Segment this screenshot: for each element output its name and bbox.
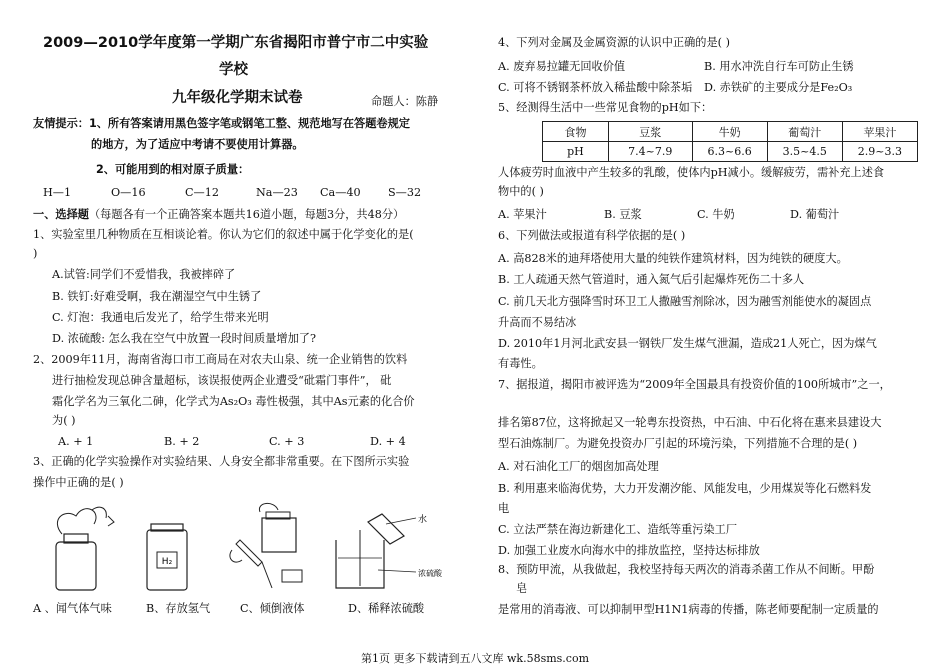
ph-table-header-cell: 豆浆 [608,122,692,142]
q4-stem: 4、下列对金属及金属资源的认识中正确的是( ) [498,36,730,49]
fig-smell-gas [42,500,122,595]
q7-option-b: B. 利用惠来临海优势，大力开发潮汐能、风能发电，少用煤炭等化石燃料发 [498,482,872,495]
q7-line-3: 型石油炼制厂。为避免投资办厂引起的环境污染，下列措施不合理的是( ) [498,437,858,450]
q2-line-1: 2、2009年11月，海南省海口市工商局在对农夫山泉、统一企业销售的饮料 [33,353,408,366]
q1-option-c: C. 灯泡：我通电后发光了，给学生带来光明 [52,311,269,324]
mass-o: O—16 [111,186,146,199]
q3-label-d: D、稀释浓硫酸 [348,602,425,615]
fig-h2-label: H₂ [161,557,173,567]
q6-stem: 6、下列做法或报道有科学依据的是( ) [498,229,686,242]
q3-label-a: A 、闻气体气味 [33,602,112,615]
q4-option-a: A. 废弃易拉罐无回收价值 [498,60,626,73]
q3-label-c: C、倾倒液体 [240,602,305,615]
q7-option-d: D. 加强工业废水向海水中的排放监控，坚持达标排放 [498,544,760,557]
section-heading [33,207,404,222]
q6-option-c-cont: 升高而不易结冰 [498,316,577,329]
fig-water-label: 水 [418,515,428,525]
fig-acid-label: 浓硫酸 [418,569,442,578]
q3-label-b: B、存放氢气 [146,602,211,615]
ph-table-header-cell: 葡萄汁 [767,122,842,142]
q8-line-3: 是常用的消毒液、可以抑制甲型H1N1病毒的传播，陈老师要配制一定质量的 [498,603,879,616]
mass-na: Na—23 [256,186,298,199]
tip-line-2: 的地方，为了适应中考请不要使用计算器。 [91,138,304,151]
q2-line-2: 进行抽检发现总砷含量超标，该误报使两企业遭受“砒霜门事件”， 砒 [52,374,392,387]
tip-line-1: 友情提示：1、所有答案请用黑色签字笔或钢笔工整、规范地写在答题卷规定 [33,117,410,130]
section-note: （每题各有一个正确答案本题共16道小题，每题3分，共48分） [88,208,405,221]
ph-table-cell: 7.4~7.9 [608,142,692,162]
mass-c: C—12 [185,186,219,199]
q5-line-2: 人体疲劳时血液中产生较多的乳酸，使体内pH减小。缓解疲劳，需补充上述食 [498,166,885,179]
q1-option-b: B. 铁钉:好难受啊，我在潮湿空气中生锈了 [52,290,262,303]
ph-table-cell: pH [543,142,609,162]
q5-option-b: B. 豆浆 [604,208,642,221]
q7-line-2: 排名第87位，这将掀起又一轮粤东投资热，中石油、中石化将在惠来县建设大 [498,416,882,429]
title-line-1: 2009—2010学年度第一学期广东省揭阳市普宁市二中实验 [43,35,429,51]
mass-ca: Ca—40 [320,186,361,199]
q2-option-c: C. + 3 [269,435,305,448]
q2-line-3: 霜化学名为三氧化二砷，化学式为As₂O₃ 毒性极强，其中As元素的化合价 [52,395,415,408]
ph-table-cell: 6.3~6.6 [692,142,767,162]
mass-h: H—1 [43,186,72,199]
q7-option-a: A. 对石油化工厂的烟囱加高处理 [498,460,659,473]
q4-option-d: D. 赤铁矿的主要成分是Fe₂O₃ [704,81,853,94]
q2-line-4: 为( ) [52,414,76,427]
ph-table [542,121,918,162]
q2-option-b: B. + 2 [164,435,200,448]
q1-option-a: A.试管:同学们不爱惜我，我被摔碎了 [52,268,236,281]
ph-table-header-row [543,122,918,142]
ph-table-cell: 3.5~4.5 [767,142,842,162]
q2-option-d: D. + 4 [370,435,406,448]
fig-dilute-acid [328,500,458,595]
ph-table-header-cell: 食物 [543,122,609,142]
q5-stem: 5、经测得生活中一些常见食物的pH如下： [498,101,713,114]
mass-s: S—32 [388,186,422,199]
q3-line-2: 操作中正确的是( ) [33,476,124,489]
title-line-2: 学校 [219,62,248,78]
ph-table-row [543,142,918,162]
q7-line-1: 7、据报道，揭阳市被评选为“2009年全国最具有投资价值的100所城市”之一， [498,378,891,391]
fig-pour-liquid [226,500,316,595]
q5-option-c: C. 牛奶 [697,208,735,221]
q6-option-b: B. 工人疏通天然气管道时，通入氮气后引起爆炸死伤二十多人 [498,273,805,286]
q1-option-d: D. 浓硫酸: 怎么我在空气中放置一段时间质量增加了? [52,332,316,345]
q5-option-d: D. 葡萄汁 [790,208,840,221]
q5-line-3: 物中的( ) [498,185,544,198]
q6-option-c: C. 前几天北方强降雪时环卫工人撒融雪剂除冰，因为融雪剂能使水的凝固点 [498,295,872,308]
q4-option-b: B. 用水冲洗自行车可防止生锈 [704,60,854,73]
page-footer: 第1页 更多下载请到五八文库 wk.58sms.com [361,652,589,665]
ph-table-header-cell: 牛奶 [692,122,767,142]
q7-option-b-cont: 电 [498,502,510,515]
q8-line-1: 8、预防甲流，从我做起，我校坚持每天两次的消毒杀菌工作从不间断。甲酚 [498,563,875,576]
ph-table-header-cell: 苹果汁 [842,122,917,142]
q1-stem-end: ) [33,247,38,260]
tip-line-3: 2、可能用到的相对原子质量： [96,163,250,176]
q7-option-c: C. 立法严禁在海边新建化工、造纸等重污染工厂 [498,523,738,536]
section-title: 一、选择题 [33,207,89,221]
ph-table-cell: 2.9~3.3 [842,142,917,162]
q5-option-a: A. 苹果汁 [498,208,547,221]
q6-option-a: A. 高828米的迪拜塔使用大量的纯铁作建筑材料，因为纯铁的硬度大。 [498,252,848,265]
q6-option-d-cont: 有毒性。 [498,357,543,370]
author: 命题人：陈静 [371,95,439,108]
exam-subtitle: 九年级化学期末试卷 [172,90,303,106]
q6-option-d: D. 2010年1月河北武安县一钢铁厂发生煤气泄漏，造成21人死亡，因为煤气 [498,337,877,350]
q4-option-c: C. 可将不锈钢茶杯放入稀盐酸中除茶垢 [498,81,693,94]
q2-option-a: A. + 1 [58,435,94,448]
q1-stem: 1、实验室里几种物质在互相谈论着。你认为它们的叙述中属于化学变化的是( [33,228,414,241]
q8-line-2: 皂 [516,582,528,595]
q3-line-1: 3、正确的化学实验操作对实验结果、人身安全都非常重要。在下图所示实验 [33,455,410,468]
fig-gas-bottle [135,500,195,595]
